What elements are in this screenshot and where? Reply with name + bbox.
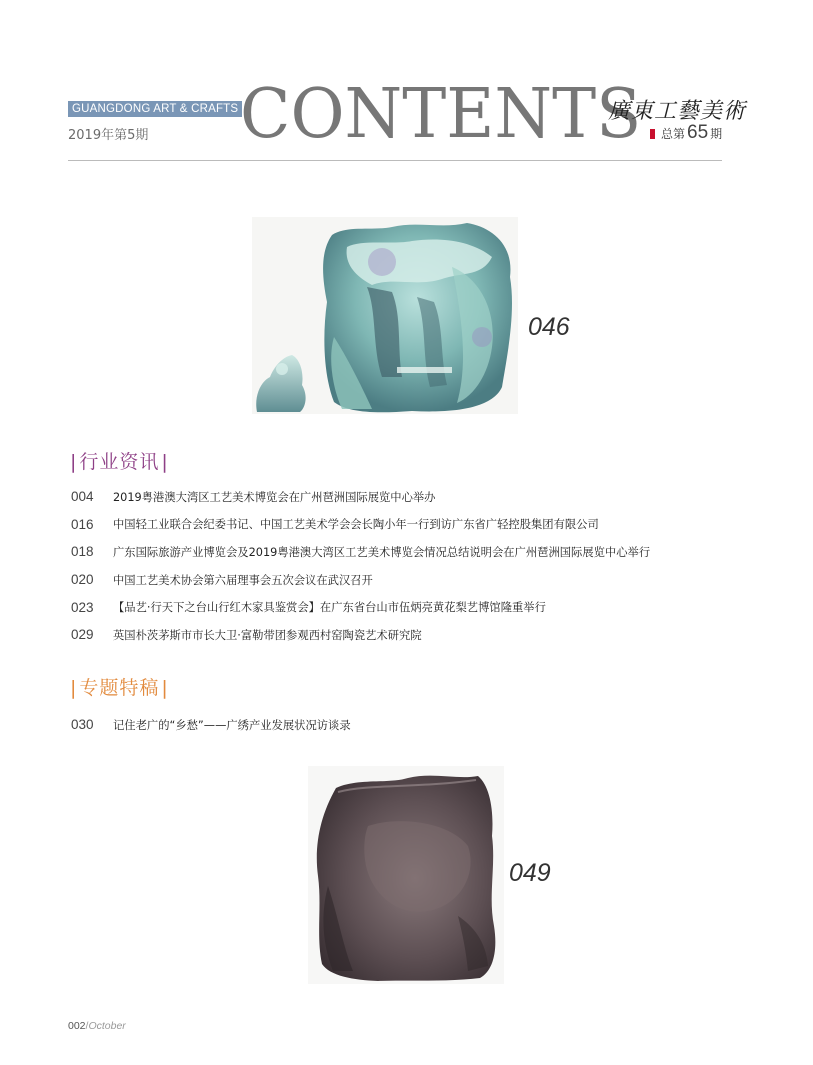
brand-calligraphy: 廣東工藝美術 — [608, 99, 747, 124]
toc-list-industry-news — [71, 483, 731, 649]
section-title-special-feature: | 专题特稿 | — [70, 677, 169, 699]
toc-page: 029 — [71, 627, 94, 643]
toc-page: 030 — [71, 717, 94, 733]
toc-item[interactable] — [71, 538, 731, 566]
toc-page: 016 — [71, 516, 94, 532]
toc-title: 2019粤港澳大湾区工艺美术博览会在广州琶洲国际展览中心举办 — [113, 490, 436, 504]
toc-list-special-feature — [71, 711, 731, 739]
toc-page: 018 — [71, 544, 94, 560]
footer-page-number: 002 — [68, 1020, 86, 1032]
total-number: 65 — [687, 122, 709, 143]
footer-separator: / — [85, 1020, 89, 1032]
page-title: CONTENTS — [240, 75, 642, 154]
toc-item[interactable] — [71, 621, 731, 649]
total-prefix: 总第 — [661, 127, 686, 141]
magazine-name-label: GUANGDONG ART & CRAFTS — [68, 101, 242, 117]
toc-page: 020 — [71, 572, 94, 588]
toc-item[interactable] — [71, 483, 731, 511]
image-page-number-bottom: 049 — [509, 859, 551, 887]
toc-item[interactable] — [71, 566, 731, 594]
toc-title: 英国朴茨茅斯市市长大卫·富勒带团参观西村窑陶瓷艺术研究院 — [113, 628, 422, 642]
toc-page: 023 — [71, 599, 94, 615]
toc-item[interactable] — [71, 511, 731, 539]
toc-title: 【品艺·行天下之台山行红木家具鉴赏会】在广东省台山市伍炳亮黄花梨艺博馆隆重举行 — [113, 601, 546, 615]
toc-title: 记住老广的“乡愁”——广绣产业发展状况访谈录 — [113, 718, 351, 732]
section-title-industry-news: | 行业资讯 | — [70, 451, 169, 473]
toc-title: 广东国际旅游产业博览会及2019粤港澳大湾区工艺美术博览会情况总结说明会在广州琶洲国际展览中心举行 — [113, 545, 651, 559]
jade-carving-photo — [252, 217, 518, 414]
toc-item[interactable] — [71, 711, 731, 739]
toc-title: 中国工艺美术协会第六届理事会五次会议在武汉召开 — [113, 573, 373, 587]
red-marker-icon — [650, 129, 655, 139]
toc-page: 004 — [71, 489, 94, 505]
header-divider — [68, 160, 722, 161]
image-page-number-top: 046 — [528, 313, 570, 341]
footer-month: October — [88, 1020, 126, 1032]
inkstone-carving-photo — [308, 766, 504, 984]
issue-label: 2019年第5期 — [68, 128, 149, 143]
total-issue — [650, 122, 722, 144]
toc-title: 中国轻工业联合会纪委书记、中国工艺美术学会会长陶小年一行到访广东省广轻控股集团有限公司 — [113, 518, 599, 532]
page-footer — [68, 1020, 126, 1032]
toc-item[interactable] — [71, 593, 731, 621]
total-suffix: 期 — [710, 127, 723, 141]
